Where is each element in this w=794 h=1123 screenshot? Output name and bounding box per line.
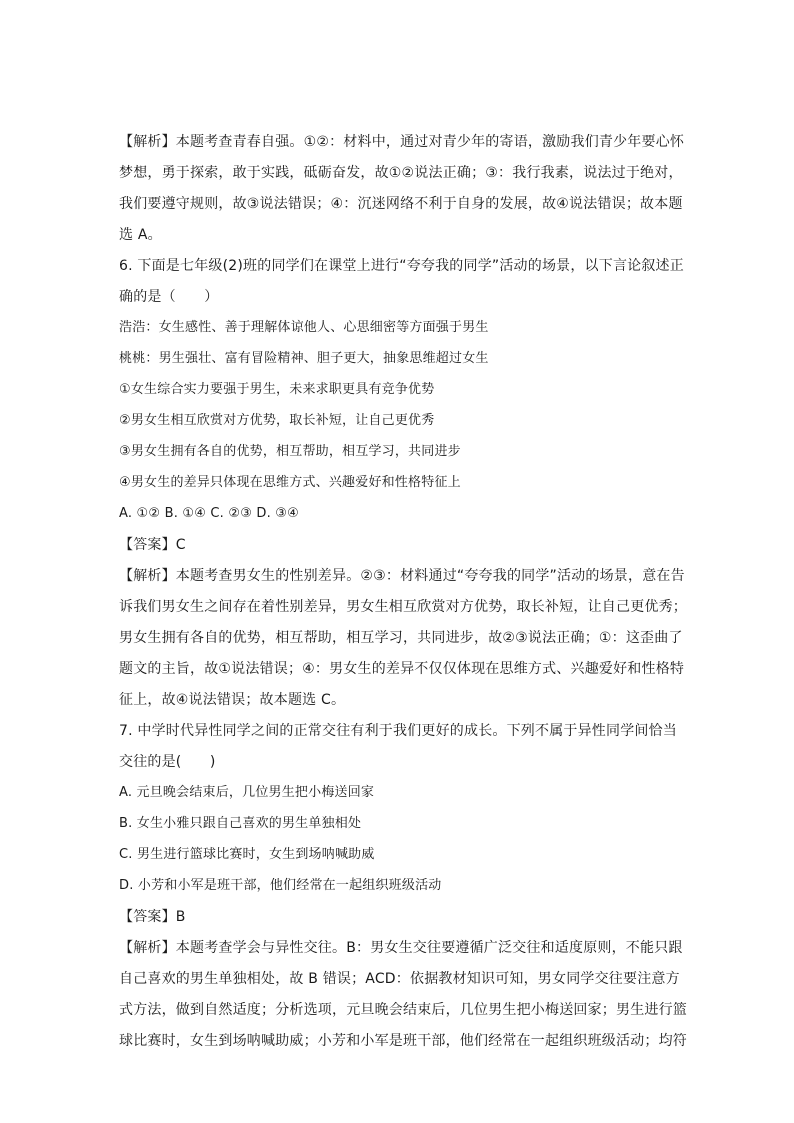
- material-line: 浩浩：女生感性、善于理解体谅他人、心思细密等方面强于男生: [119, 320, 489, 335]
- text-line: 式方法，做到自然适度；分析选项，元旦晚会结束后，几位男生把小梅送回家；男生进行篮: [119, 1002, 687, 1018]
- text-line: 男女生拥有各自的优势，相互帮助，相互学习，共同进步，故②③说法正确；①：这歪曲了: [119, 630, 683, 646]
- text-line: 征上，故④说法错误；故本题选 C。: [119, 692, 346, 708]
- text-line: 我们要遵守规则，故③说法错误；④：沉迷网络不利于自身的发展，故④说法错误；故本题: [119, 196, 683, 212]
- choice-option: A. 元旦晚会结束后，几位男生把小梅送回家: [119, 785, 375, 800]
- choice-option: C. 男生进行篮球比赛时，女生到场呐喊助威: [119, 847, 375, 862]
- text-line: 球比赛时，女生到场呐喊助威；小芳和小军是班干部，他们经常在一起组织班级活动；均符: [119, 1033, 687, 1049]
- statement-item: ③男女生拥有各自的优势，相互帮助，相互学习，共同进步: [119, 444, 461, 459]
- material-line: 桃桃：男生强壮、富有冒险精神、胆子更大，抽象思维超过女生: [119, 351, 489, 366]
- text-line: 自己喜欢的男生单独相处，故 B 错误；ACD：依据教材知识可知，男女同学交往要注意方: [119, 971, 680, 987]
- statement-item: ①女生综合实力要强于男生，未来求职更具有竞争优势: [119, 382, 435, 397]
- question-6-stem: 6. 下面是七年级(2)班的同学们在课堂上进行“夸夸我的同学”活动的场景，以下言论叙述正: [119, 258, 684, 274]
- statement-item: ②男女生相互欣赏对方优势，取长补短，让自己更优秀: [119, 413, 435, 428]
- text-line: 梦想，勇于探索，敢于实践，砥砺奋发，故①②说法正确；③：我行我素，说法过于绝对，: [119, 165, 683, 181]
- choice-options: A. ①② B. ①④ C. ②③ D. ③④: [119, 506, 299, 521]
- statement-item: ④男女生的差异只体现在思维方式、兴趣爱好和性格特征上: [119, 475, 461, 490]
- question-7-stem: 7. 中学时代异性同学之间的正常交往有利于我们更好的成长。下列不属于异性同学间恰当: [119, 723, 678, 739]
- text-line: 【解析】本题考查学会与异性交往。B：男女生交往要遵循广泛交往和适度原则，不能只跟: [119, 940, 683, 956]
- answer-label: 【答案】B: [119, 909, 186, 925]
- choice-option: B. 女生小雅只跟自己喜欢的男生单独相处: [119, 816, 362, 831]
- question-6-stem-cont: 确的是（ ）: [119, 289, 219, 305]
- text-line: 题文的主旨，故①说法错误；④：男女生的差异不仅仅体现在思维方式、兴趣爱好和性格特: [119, 661, 685, 677]
- choice-option: D. 小芳和小军是班干部，他们经常在一起组织班级活动: [119, 878, 442, 893]
- text-line: 诉我们男女生之间存在着性别差异，男女生相互欣赏对方优势，取长补短，让自己更优秀；: [119, 599, 687, 615]
- question-7-stem-cont: 交往的是( ): [119, 754, 216, 770]
- answer-label: 【答案】C: [119, 537, 186, 553]
- text-line: 选 A。: [119, 227, 162, 243]
- text-line: 【解析】本题考查男女生的性别差异。②③：材料通过“夸夸我的同学”活动的场景，意在告: [119, 568, 685, 584]
- text-line: 【解析】本题考查青春自强。①②：材料中，通过对青少年的寄语，激励我们青少年要心怀: [119, 134, 685, 150]
